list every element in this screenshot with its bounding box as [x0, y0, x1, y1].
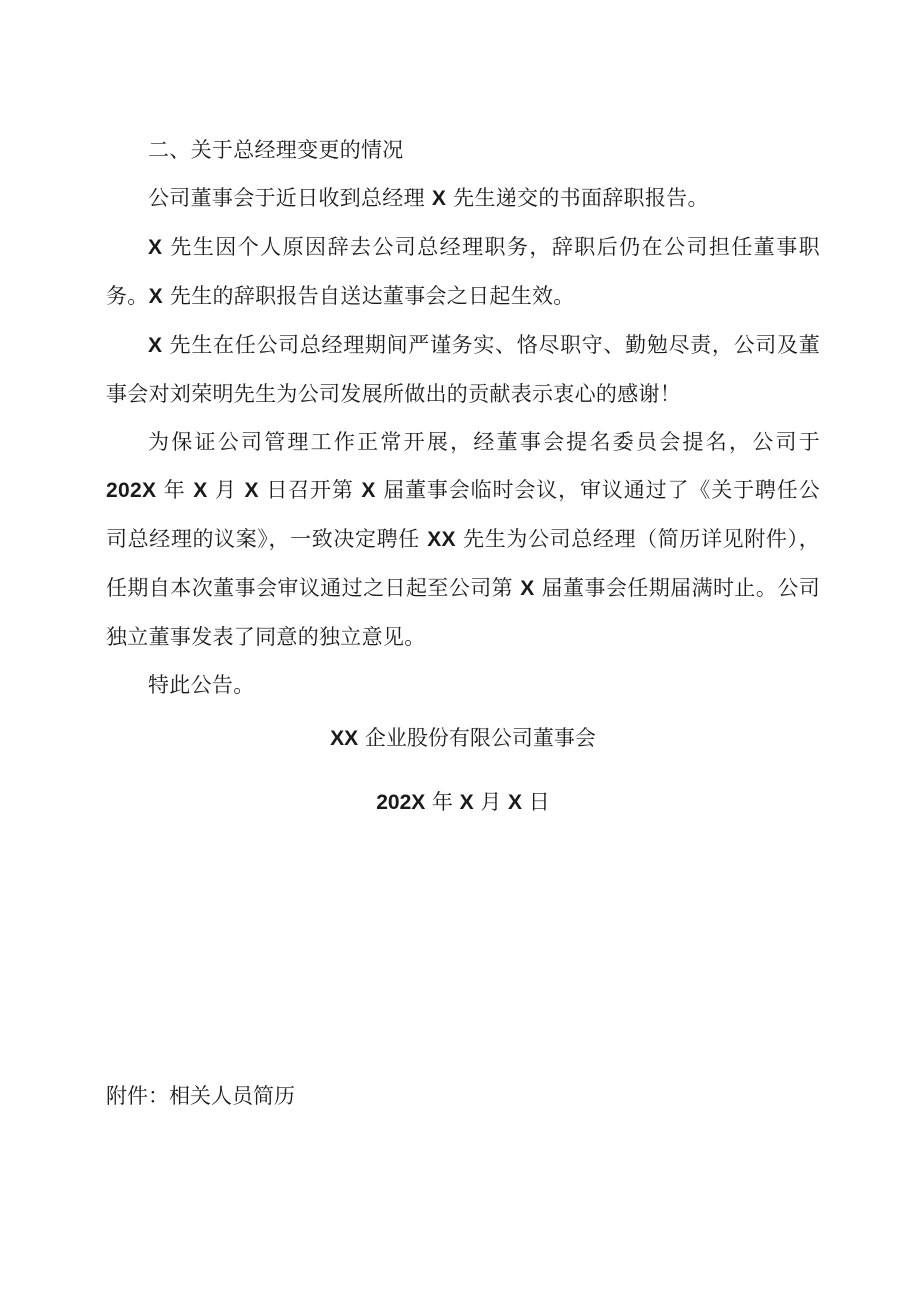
paragraph-appointment: 为保证公司管理工作正常开展，经董事会提名委员会提名，公司于 202X 年 X 月 X 日召开第 X 届董事会临时会议，审议通过了《关于聘任公司总经理的议案》，一致决定聘任 XX 先生为公司总经理（简历详见附件），任期自本次董事会审议通过之日起至公司第 X 届董事会任期届满时止。公司独立董事发表了同意的独立意见。	[106, 430, 820, 649]
section-heading: 二、关于总经理变更的情况	[148, 138, 404, 162]
paragraph-resignation-reason: X 先生因个人原因辞去公司总经理职务，辞职后仍在公司担任董事职务。X 先生的辞职报告自送达董事会之日起生效。	[106, 235, 820, 308]
announcement-date: 202X 年 X 月 X 日	[376, 790, 550, 814]
paragraph-closing: 特此公告。	[148, 673, 255, 697]
attachment-note: 附件：相关人员简历	[106, 1084, 295, 1108]
document-body	[106, 126, 820, 709]
signatory: XX 企业股份有限公司董事会	[330, 726, 596, 750]
paragraph-gratitude: X 先生在任公司总经理期间严谨务实、恪尽职守、勤勉尽责，公司及董事会对刘荣明先生为公司发展所做出的贡献表示衷心的感谢！	[106, 333, 820, 406]
paragraph-resignation-received: 公司董事会于近日收到总经理 X 先生递交的书面辞职报告。	[148, 186, 709, 210]
